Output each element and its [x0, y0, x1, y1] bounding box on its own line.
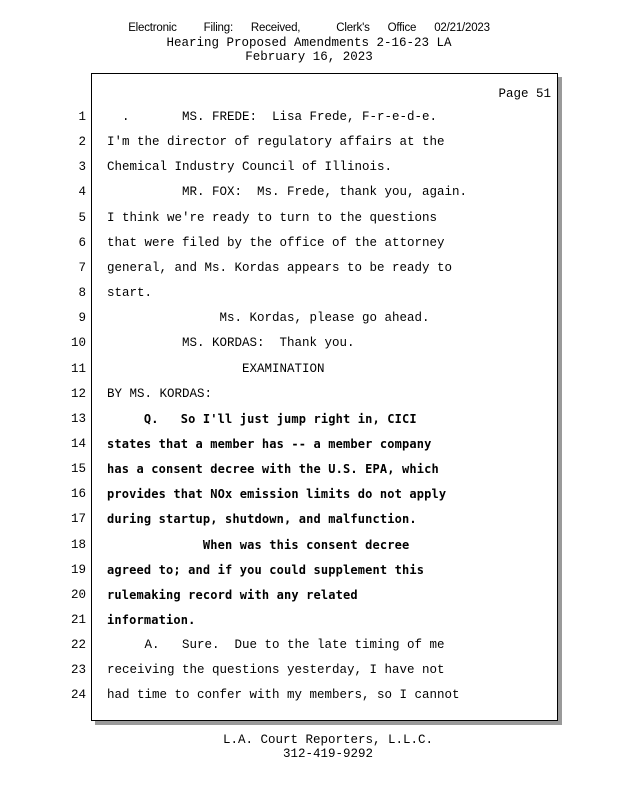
transcript-line: MR. FOX: Ms. Frede, thank you, again.: [107, 185, 468, 200]
line-number: 16: [70, 487, 86, 502]
transcript-line: When was this consent decree: [107, 537, 410, 552]
line-number: 13: [70, 411, 86, 426]
transcript-line: that were filed by the office of the attorney: [107, 235, 445, 250]
line-number: 14: [70, 436, 86, 451]
line-number: 5: [78, 210, 86, 225]
line-number: 12: [70, 386, 86, 401]
transcript-line: A. Sure. Due to the late timing of me: [107, 638, 445, 653]
filing-stamp: Electronic Filing: Received, Clerk's Office 02/21/2023: [128, 22, 490, 34]
transcript-line: states that a member has -- a member company: [107, 436, 432, 451]
footer-phone: 312-419-9292: [282, 747, 373, 761]
line-number: 1: [78, 110, 86, 124]
transcript-line: . MS. FREDE: Lisa Frede, F-r-e-d-e.: [107, 110, 438, 124]
line-number: 9: [78, 311, 86, 326]
transcript-line: receiving the questions yesterday, I have not: [107, 663, 445, 678]
line-number: 22: [70, 638, 86, 653]
transcript-line: Chemical Industry Council of Illinois.: [107, 160, 393, 175]
line-number: 17: [70, 512, 86, 527]
line-number: 8: [78, 286, 86, 301]
transcript-line: agreed to; and if you could supplement this: [107, 562, 425, 577]
transcript-line: Ms. Kordas, please go ahead.: [107, 311, 430, 326]
page-number: Page 51: [498, 87, 551, 101]
line-number: 19: [70, 562, 86, 577]
header-date: February 16, 2023: [245, 50, 373, 64]
transcript-line: general, and Ms. Kordas appears to be ready to: [107, 260, 453, 275]
transcript-line: I'm the director of regulatory affairs at the: [107, 135, 445, 150]
transcript-line: during startup, shutdown, and malfunction.: [107, 512, 417, 527]
line-number: 23: [70, 663, 86, 678]
transcript-line: rulemaking record with any related: [107, 587, 358, 602]
transcript-line: I think we're ready to turn to the questions: [107, 210, 438, 225]
line-number: 15: [70, 462, 86, 477]
line-number: 2: [78, 135, 86, 150]
line-number: 3: [78, 160, 86, 175]
transcript-line: MS. KORDAS: Thank you.: [107, 336, 355, 351]
line-number: 24: [70, 688, 86, 703]
line-number: 10: [70, 336, 86, 351]
line-number: 6: [78, 235, 86, 250]
transcript-line: has a consent decree with the U.S. EPA, which: [107, 462, 439, 477]
header-title: Hearing Proposed Amendments 2-16-23 LA: [166, 36, 452, 50]
line-number: 20: [70, 587, 86, 602]
transcript-line: EXAMINATION: [107, 361, 325, 376]
footer-company: L.A. Court Reporters, L.L.C.: [222, 733, 434, 747]
transcript-line: Q. So I'll just jump right in, CICI: [107, 411, 417, 426]
transcript-line: provides that NOx emission limits do not apply: [107, 487, 447, 502]
line-number: 21: [70, 613, 86, 627]
line-number: 11: [70, 361, 86, 376]
transcript-line: had time to confer with my members, so I cannot: [107, 688, 460, 703]
line-number: 7: [78, 260, 86, 275]
transcript-line: BY MS. KORDAS:: [107, 386, 213, 401]
transcript-line: information.: [107, 613, 196, 627]
transcript-line: start.: [107, 286, 153, 301]
line-number: 18: [70, 537, 86, 552]
line-number: 4: [78, 185, 86, 200]
